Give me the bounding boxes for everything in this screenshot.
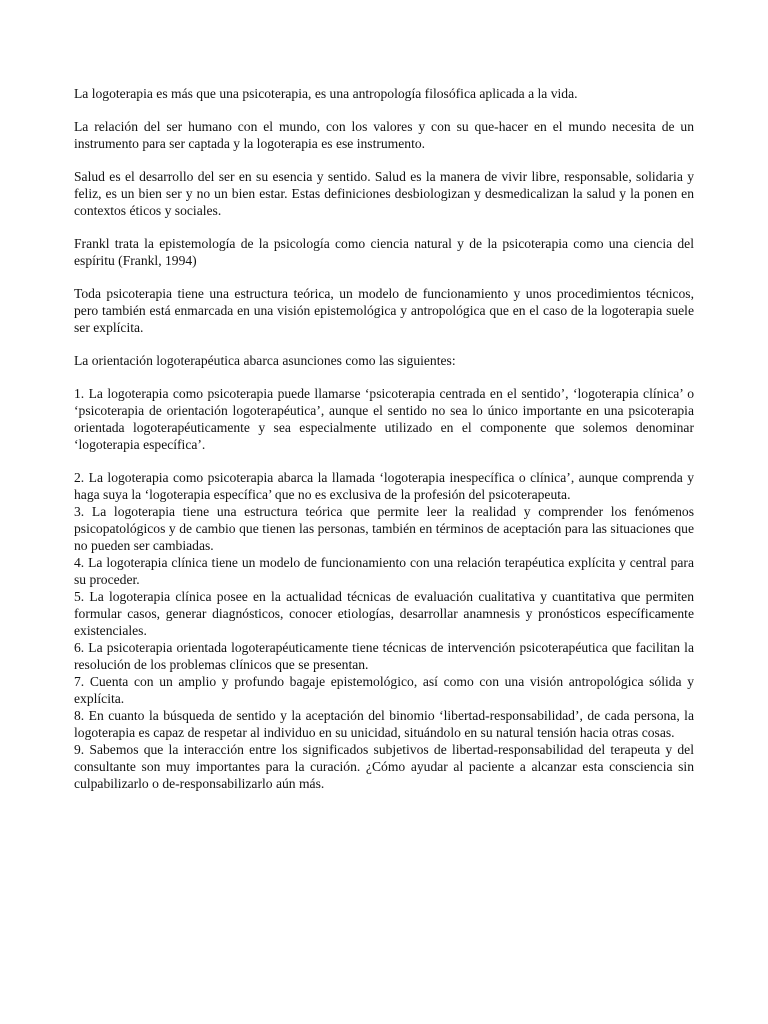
paragraph-frankl: Frankl trata la epistemología de la psicología como ciencia natural y de la psicoterapia como una ciencia del espíritu (Frankl, 1994)	[74, 236, 694, 268]
paragraph-relation: La relación del ser humano con el mundo, con los valores y con su que-hacer en el mundo necesita de un instrumento para ser captada y la logoterapia es ese instrumento.	[74, 119, 694, 151]
list-item: 7. Cuenta con un amplio y profundo bagaje epistemológico, así como con una visión antropológica sólida y explícita.	[74, 674, 694, 706]
paragraph-intro: La logoterapia es más que una psicoterapia, es una antropología filosófica aplicada a la vida.	[74, 86, 578, 101]
list-item: 6. La psicoterapia orientada logoterapéuticamente tiene técnicas de intervención psicoterapéutica que facilitan la resolución de los problemas clínicos que se presentan.	[74, 640, 694, 672]
paragraph-health: Salud es el desarrollo del ser en su esencia y sentido. Salud es la manera de vivir libre, responsable, solidaria y feliz, es un bien ser y no un bien estar. Estas definiciones desbiologizan y desmedicalizan la salud y la ponen en contextos éticos y sociales.	[74, 169, 694, 218]
list-item: 2. La logoterapia como psicoterapia abarca la llamada ‘logoterapia inespecífica o clínica’, aunque comprenda y haga suya la ‘logoterapia específica’ que no es exclusiva de la profesión del psicoterapeuta.	[74, 470, 694, 502]
paragraph-orientation: La orientación logoterapéutica abarca asunciones como las siguientes:	[74, 353, 456, 368]
list-item: 8. En cuanto la búsqueda de sentido y la aceptación del binomio ‘libertad-responsabilidad’, de cada persona, la logoterapia es capaz de respetar al individuo en su unicidad, situándolo en su natural tensión hacia otras cosas.	[74, 708, 694, 740]
list-item: 9. Sabemos que la interacción entre los significados subjetivos de libertad-responsabilidad del terapeuta y del consultante son muy importantes para la curación. ¿Cómo ayudar al paciente a alcanzar esta consciencia sin culpabilizarlo o de-responsabilizarlo aún más.	[74, 742, 694, 791]
list-item: 5. La logoterapia clínica posee en la actualidad técnicas de evaluación cualitativa y cuantitativa que permiten formular casos, generar diagnósticos, conocer etiologías, desarrollar anamnesis y pronósticos específicamente existenciales.	[74, 589, 694, 638]
list-item: 3. La logoterapia tiene una estructura teórica que permite leer la realidad y comprender los fenómenos psicopatológicos y de cambio que tienen las personas, también en términos de aceptación para las situaciones que no pueden ser cambiadas.	[74, 504, 694, 553]
document-page	[74, 85, 694, 792]
paragraph-structure: Toda psicoterapia tiene una estructura teórica, un modelo de funcionamiento y unos procedimientos técnicos, pero también está enmarcada en una visión epistemológica y antropológica que en el caso de la logoterapia suele ser explícita.	[74, 286, 694, 335]
list-item: 1. La logoterapia como psicoterapia puede llamarse ‘psicoterapia centrada en el sentido’, ‘logoterapia clínica’ o ‘psicoterapia de orientación logoterapéutica’, aunque el sentido no sea lo único importante en una psicoterapia orientada logoterapéuticamente y sea especialmente utilizado en el componente que solemos denominar ‘logoterapia específica’.	[74, 386, 694, 452]
assumptions-list	[74, 385, 694, 792]
list-item: 4. La logoterapia clínica tiene un modelo de funcionamiento con una relación terapéutica explícita y central para su proceder.	[74, 555, 694, 587]
